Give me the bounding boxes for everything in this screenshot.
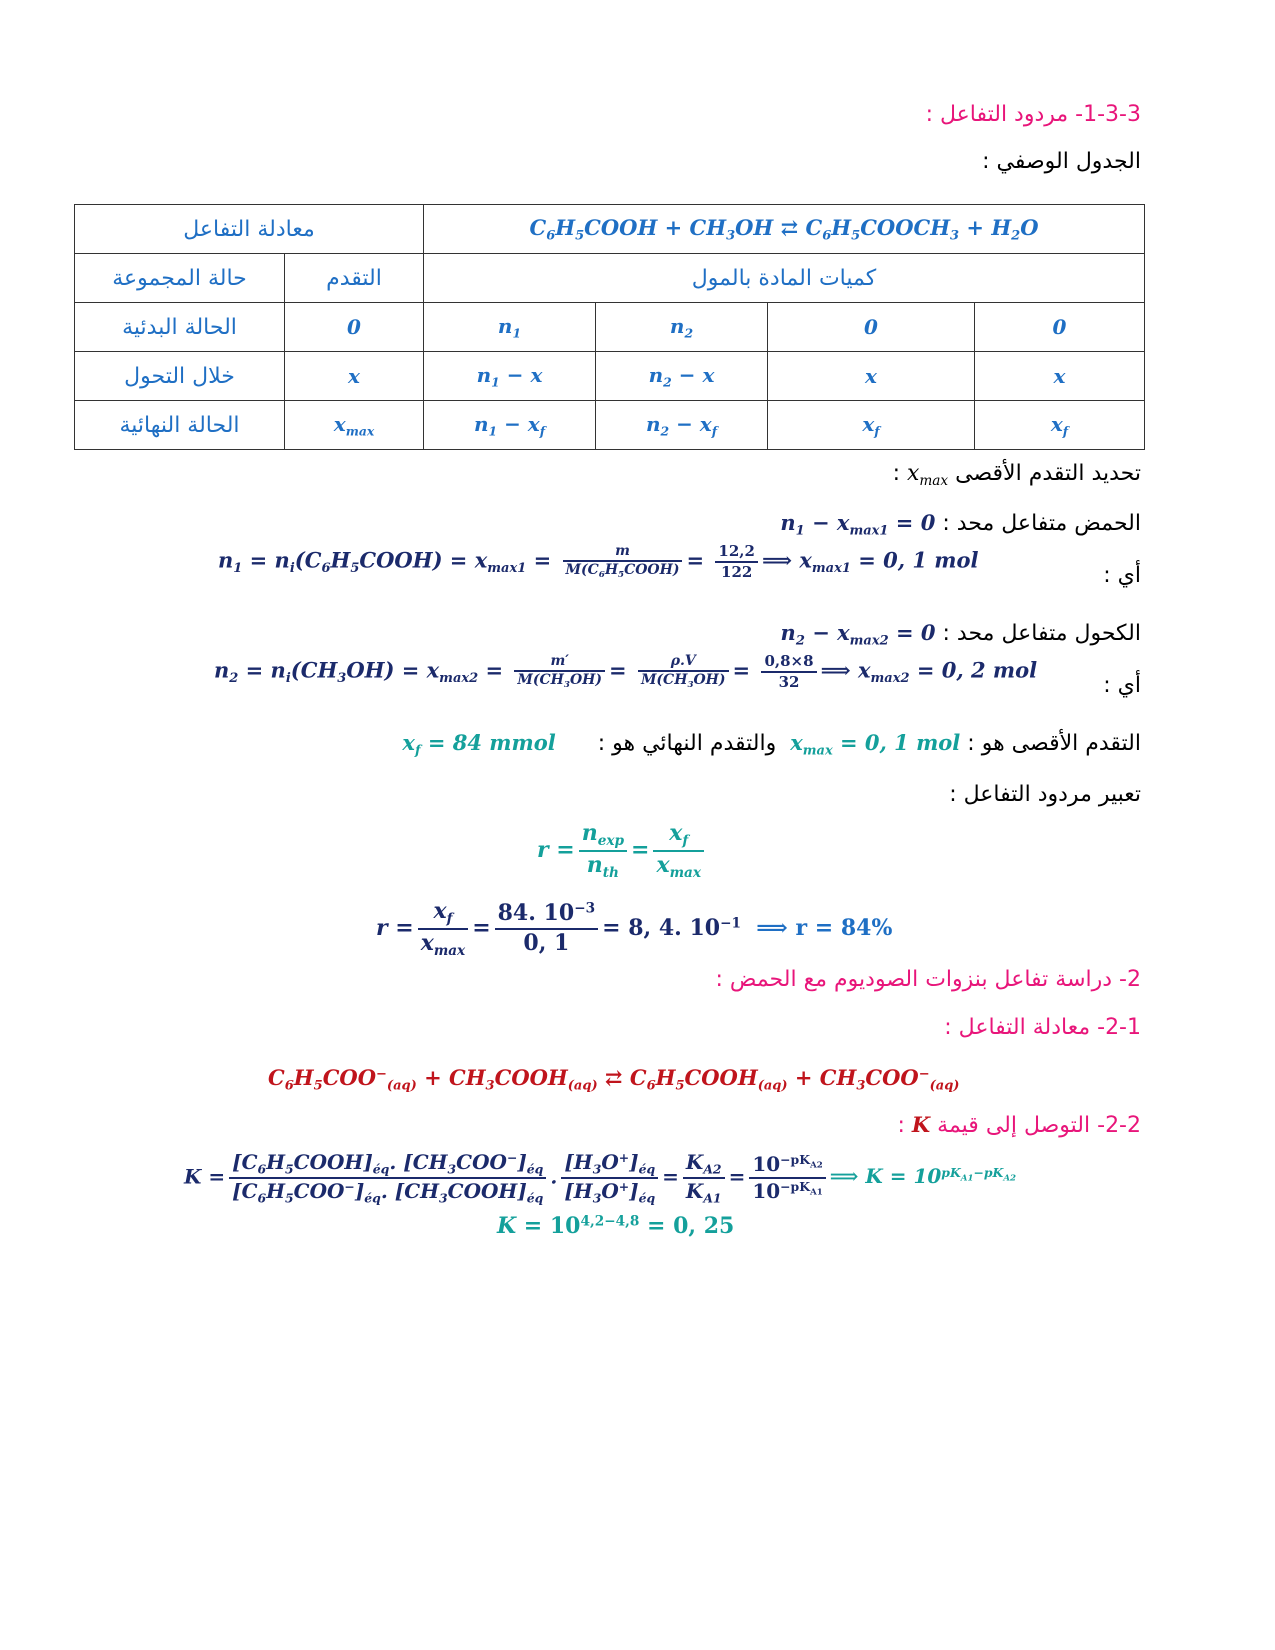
cell-mid-ester: x xyxy=(768,352,975,401)
acid-xmax-formula: $n_1$ = $n_i(C_6H_5COOH) = x_{max1}$ = $\frac{m}{M(C_6H_5COOH)}$ = $\frac{12,2}{122}$ ⟹ $x_{max1} = 0$, 1 mol xyxy=(218,542,979,581)
cell-initial-acid: $n_1$ xyxy=(424,303,596,352)
equation-label: معادلة التفاعل xyxy=(75,205,424,254)
table-row xyxy=(75,352,1145,401)
progress-table xyxy=(74,204,1145,450)
state-label: حالة المجموعة xyxy=(75,254,285,303)
cell-mid-acid: $n_1 - x$ xyxy=(424,352,596,401)
quantities-label: كميات المادة بالمول xyxy=(424,254,1145,303)
acid-limiting-line: الحمض متفاعل محد : $n_1 - x_{max1} = 0$ xyxy=(780,510,1141,539)
section-2-title: 2- دراسة تفاعل بنزوات الصوديوم مع الحمض : xyxy=(715,967,1141,992)
yield-expression-title: تعبير مردود التفاعل : xyxy=(949,782,1141,807)
table-row xyxy=(75,401,1145,450)
table-row xyxy=(75,254,1145,303)
progress-final: $x_{max}$ xyxy=(285,401,424,450)
cell-final-acid: $n_1 - x_f$ xyxy=(424,401,596,450)
alcohol-xmax-formula: $n_2 = n_i(CH_3OH) = x_{max2}$ = $\frac{m'}{M(CH_3OH)}$ = $\frac{\rho.V}{M(CH_3OH)}$ = $\frac{0,8\times 8}{32}$ ⟹ $x_{max2} = 0$, 2 mol xyxy=(214,652,1038,691)
table-row xyxy=(75,303,1145,352)
cell-final-ester: $x_f$ xyxy=(768,401,975,450)
cell-mid-water: x xyxy=(975,352,1145,401)
table-intro: الجدول الوصفي : xyxy=(982,149,1141,174)
k-value: $K = 10^{4,2-4,8} = 0$, 25 xyxy=(497,1213,735,1239)
progress-intermediate: x xyxy=(285,352,424,401)
progress-values-line: التقدم الأقصى هو : $x_{max} = 0$, 1 mol والتقدم النهائي هو : $x_f = 84$ mmol xyxy=(402,730,1141,759)
cell-mid-alcohol: $n_2 - x$ xyxy=(596,352,768,401)
table-row xyxy=(75,205,1145,254)
yield-calculation: r = $\frac{x_f}{x_{max}}$ = $\frac{84. 10^{-3}}{0, 1}$ = 8, 4. $10^{-1}$ ⟹ r = 84% xyxy=(376,898,893,959)
cell-initial-ester: 0 xyxy=(768,303,975,352)
progress-initial: 0 xyxy=(285,303,424,352)
k-expression: K = $\frac{[C_6H_5COOH]_{éq}. [CH_3COO^-]_{éq}}{[C_6H_5COO^-]_{éq}. [CH_3COOH]_{éq}}$ . $\frac{[H_3O^+]_{éq}}{[H_3O^+]_{éq}}$ = $\frac{K_{A2}}{K_{A1}}$ = $\frac{10^{-pK_{A2}}}{10^{-pK_{A1}}}$ ⟹ $K = 10^{pK_{A1}-pK_{A2}}$ xyxy=(184,1150,1017,1206)
section-1-3-3-title: 1-3-3- مردود التفاعل : xyxy=(925,102,1141,127)
alcohol-limiting-line: الكحول متفاعل محد : $n_2 - x_{max2} = 0$ xyxy=(780,620,1141,649)
xmax-title: تحديد التقدم الأقصى $x_{max}$ : xyxy=(892,461,1141,489)
state-intermediate: خلال التحول xyxy=(75,352,285,401)
ay-label-2: أي : xyxy=(1103,673,1141,698)
reaction-equation-cell: $C_6H_5COOH + CH_3OH$ ⇄ $C_6H_5COOCH_3 + H_2O$ xyxy=(424,205,1145,254)
state-final: الحالة النهائية xyxy=(75,401,285,450)
cell-final-alcohol: $n_2 - x_f$ xyxy=(596,401,768,450)
cell-initial-water: 0 xyxy=(975,303,1145,352)
section-2-2-title: 2-2- التوصل إلى قيمة K : xyxy=(897,1112,1141,1138)
benzoate-reaction-equation: $C_6H_5COO^-_{(aq)}$ + $CH_3COOH_{(aq)}$ ⇄ $C_6H_5COOH_{(aq)} + CH_3COO^-_{(aq)}$ xyxy=(268,1065,960,1094)
state-initial: الحالة البدئية xyxy=(75,303,285,352)
ay-label-1: أي : xyxy=(1103,563,1141,588)
cell-final-water: $x_f$ xyxy=(975,401,1145,450)
progress-label: التقدم xyxy=(285,254,424,303)
yield-definition: r = $\frac{n_{exp}}{n_{th}}$ = $\frac{x_f}{x_{max}}$ xyxy=(537,820,708,882)
section-2-1-title: 2-1- معادلة التفاعل : xyxy=(944,1015,1141,1040)
cell-initial-alcohol: $n_2$ xyxy=(596,303,768,352)
